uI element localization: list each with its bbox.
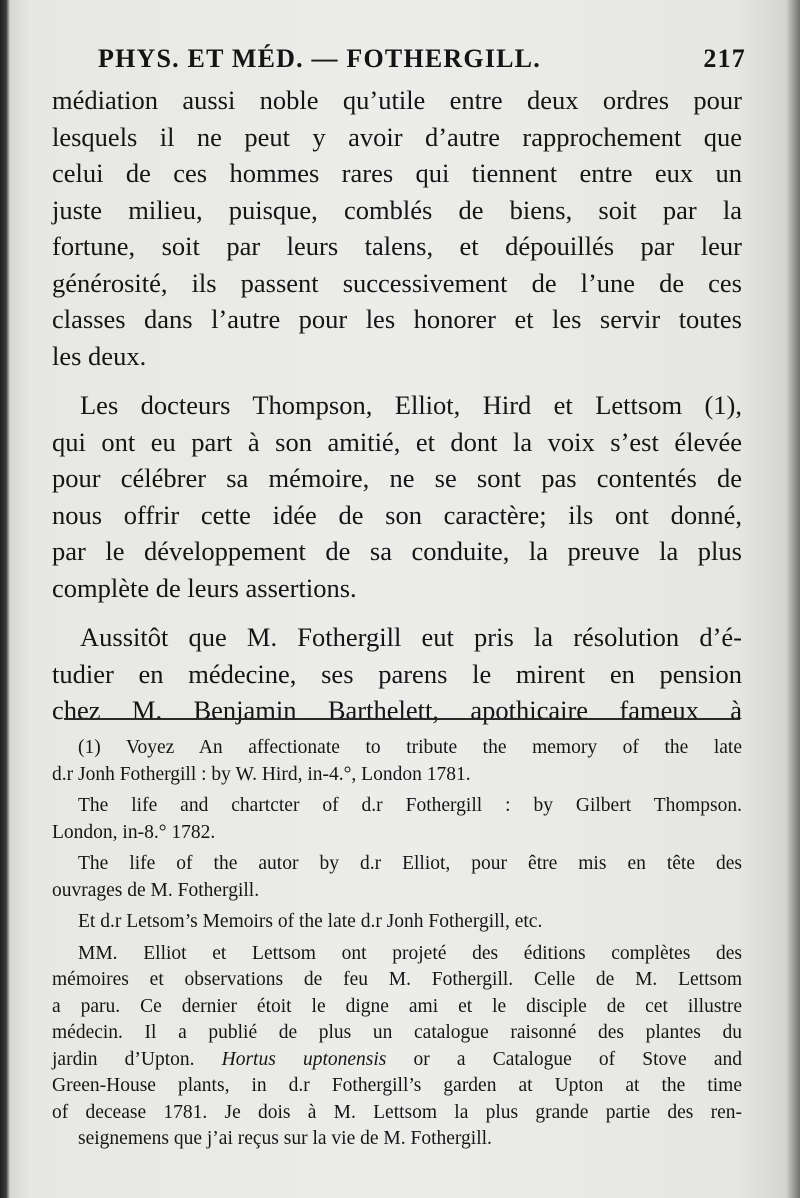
footnote-line: Green-House plants, in d.r Fothergill’s garden at Upton at the time: [52, 1075, 742, 1096]
text-line: Aussitôt que M. Fothergill eut pris la résolution d’é-: [80, 622, 742, 652]
text-line: celui de ces hommes rares qui tiennent entre eux un: [52, 158, 742, 188]
text-line: par le développement de sa conduite, la preuve la plus: [52, 536, 742, 566]
text-line: qui ont eu part à son amitié, et dont la voix s’est élevée: [52, 426, 742, 457]
running-head-title: PHYS. ET MÉD. — FOTHERGILL.: [98, 44, 541, 73]
running-head: [98, 44, 746, 74]
text-line: tudier en médecine, ses parens le mirent en pension: [52, 658, 742, 689]
footnote-line: (1) Voyez An affectionate to tribute the memory of the late: [78, 737, 742, 758]
text-line: générosité, ils passent successivement de l’une de ces: [52, 267, 742, 298]
text-line: pour célébrer sa mémoire, ne se sont pas contentés de: [52, 463, 742, 493]
footnotes: [52, 735, 742, 1153]
footnote-rule: [64, 718, 740, 720]
footnote-line: a paru. Ce dernier étoit le digne ami et le disciple de cet illustre: [52, 995, 742, 1017]
text-line: les deux.: [52, 340, 147, 371]
paragraph-docteurs: [52, 387, 742, 606]
footnote-line: The life and chartcter of d.r Fothergill : by Gilbert Thompson.: [78, 795, 742, 816]
text-line: fortune, soit par leurs talens, et dépouillés par leur: [52, 231, 742, 261]
text-line: nous offrir cette idée de son caractère; ils ont donné,: [52, 499, 742, 530]
footnote-line: ouvrages de M. Fothergill.: [52, 879, 260, 901]
footnote-line: mémoires et observations de feu M. Fothergill. Celle de M. Lettsom: [52, 969, 742, 990]
footnote-entry: [52, 793, 742, 846]
italic-title: Hortus uptonensis: [221, 1048, 387, 1070]
footnote-line: London, in-8.° 1782.: [52, 821, 216, 843]
footnote-line: seignemens que j’ai reçus sur la vie de M. Fothergill.: [78, 1128, 492, 1149]
footnote-line: of decease 1781. Je dois à M. Lettsom la plus grande partie des ren-: [52, 1101, 742, 1123]
text-line: lesquels il ne peut y avoir d’autre rapprochement que: [52, 121, 742, 152]
footnote-line: médecin. Il a publié de plus un catalogue raisonné des plantes du: [52, 1022, 742, 1043]
text-line: juste milieu, puisque, comblés de biens, soit par la: [52, 194, 742, 225]
footnote-line: Et d.r Letsom’s Memoirs of the late d.r Jonh Fothergill, etc.: [78, 911, 543, 932]
footnote-line: [52, 1047, 742, 1074]
body-text: [52, 82, 742, 729]
text-line: chez M. Benjamin Barthelett, apothicaire fameux à: [52, 695, 742, 725]
paragraph-aussitot: [52, 619, 742, 729]
footnote-text: jardin d’Upton.: [52, 1048, 195, 1070]
text-line: classes dans l’autre pour les honorer et les servir toutes: [52, 304, 742, 334]
text-line: complète de leurs assertions.: [52, 572, 357, 603]
footnote-entry: [52, 851, 742, 904]
text-line: Les docteurs Thompson, Elliot, Hird et Lettsom (1),: [80, 390, 742, 420]
footnote-line: The life of the autor by d.r Elliot, pour être mis en tête des: [78, 853, 742, 874]
text-line: médiation aussi noble qu’utile entre deux ordres pour: [52, 85, 742, 115]
footnote-entry: [52, 909, 742, 936]
footnote-line: MM. Elliot et Lettsom ont projeté des éditions complètes des: [78, 942, 742, 964]
footnote-entry: [52, 941, 742, 1153]
footnote-line: d.r Jonh Fothergill : by W. Hird, in-4.°, London 1781.: [52, 763, 471, 785]
footnote-text: or a Catalogue of Stove and: [413, 1048, 742, 1070]
page-number: 217: [703, 44, 746, 73]
